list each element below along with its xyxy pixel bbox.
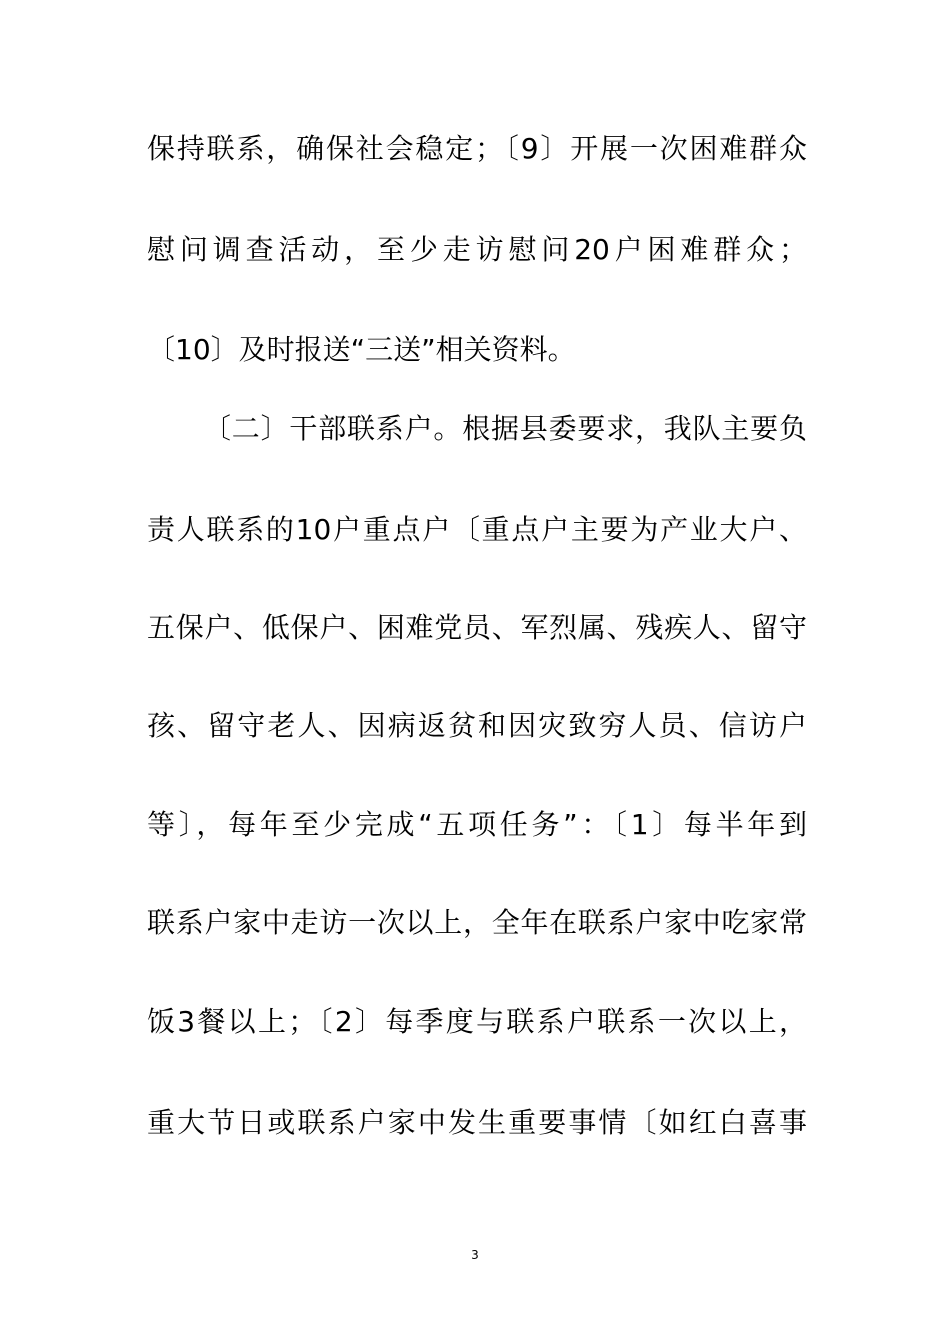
text-line: 责人联系的10户重点户〔重点户主要为产业大户、 [147, 513, 807, 546]
text-line: 五保户、低保户、困难党员、军烈属、残疾人、留守 [147, 611, 807, 644]
text-line: 〔10〕及时报送“三送”相关资料。 [147, 333, 576, 366]
text-line: 饭3餐以上；〔2〕每季度与联系户联系一次以上， [147, 1005, 807, 1038]
text-line: 联系户家中走访一次以上，全年在联系户家中吃家常 [147, 906, 807, 939]
text-line: 等〕，每年至少完成“五项任务”：〔1〕每半年到 [147, 808, 807, 841]
paragraph-first-line: 〔二〕干部联系户。根据县委要求，我队主要负 [203, 412, 807, 445]
page-number: 3 [471, 1248, 479, 1262]
text-line: 重大节日或联系户家中发生重要事情〔如红白喜事 [147, 1106, 807, 1139]
text-line: 保持联系，确保社会稳定；〔9〕开展一次困难群众 [147, 132, 807, 165]
text-line: 孩、留守老人、因病返贫和因灾致穷人员、信访户 [147, 709, 807, 742]
text-line: 慰问调查活动，至少走访慰问20户困难群众； [147, 233, 807, 266]
